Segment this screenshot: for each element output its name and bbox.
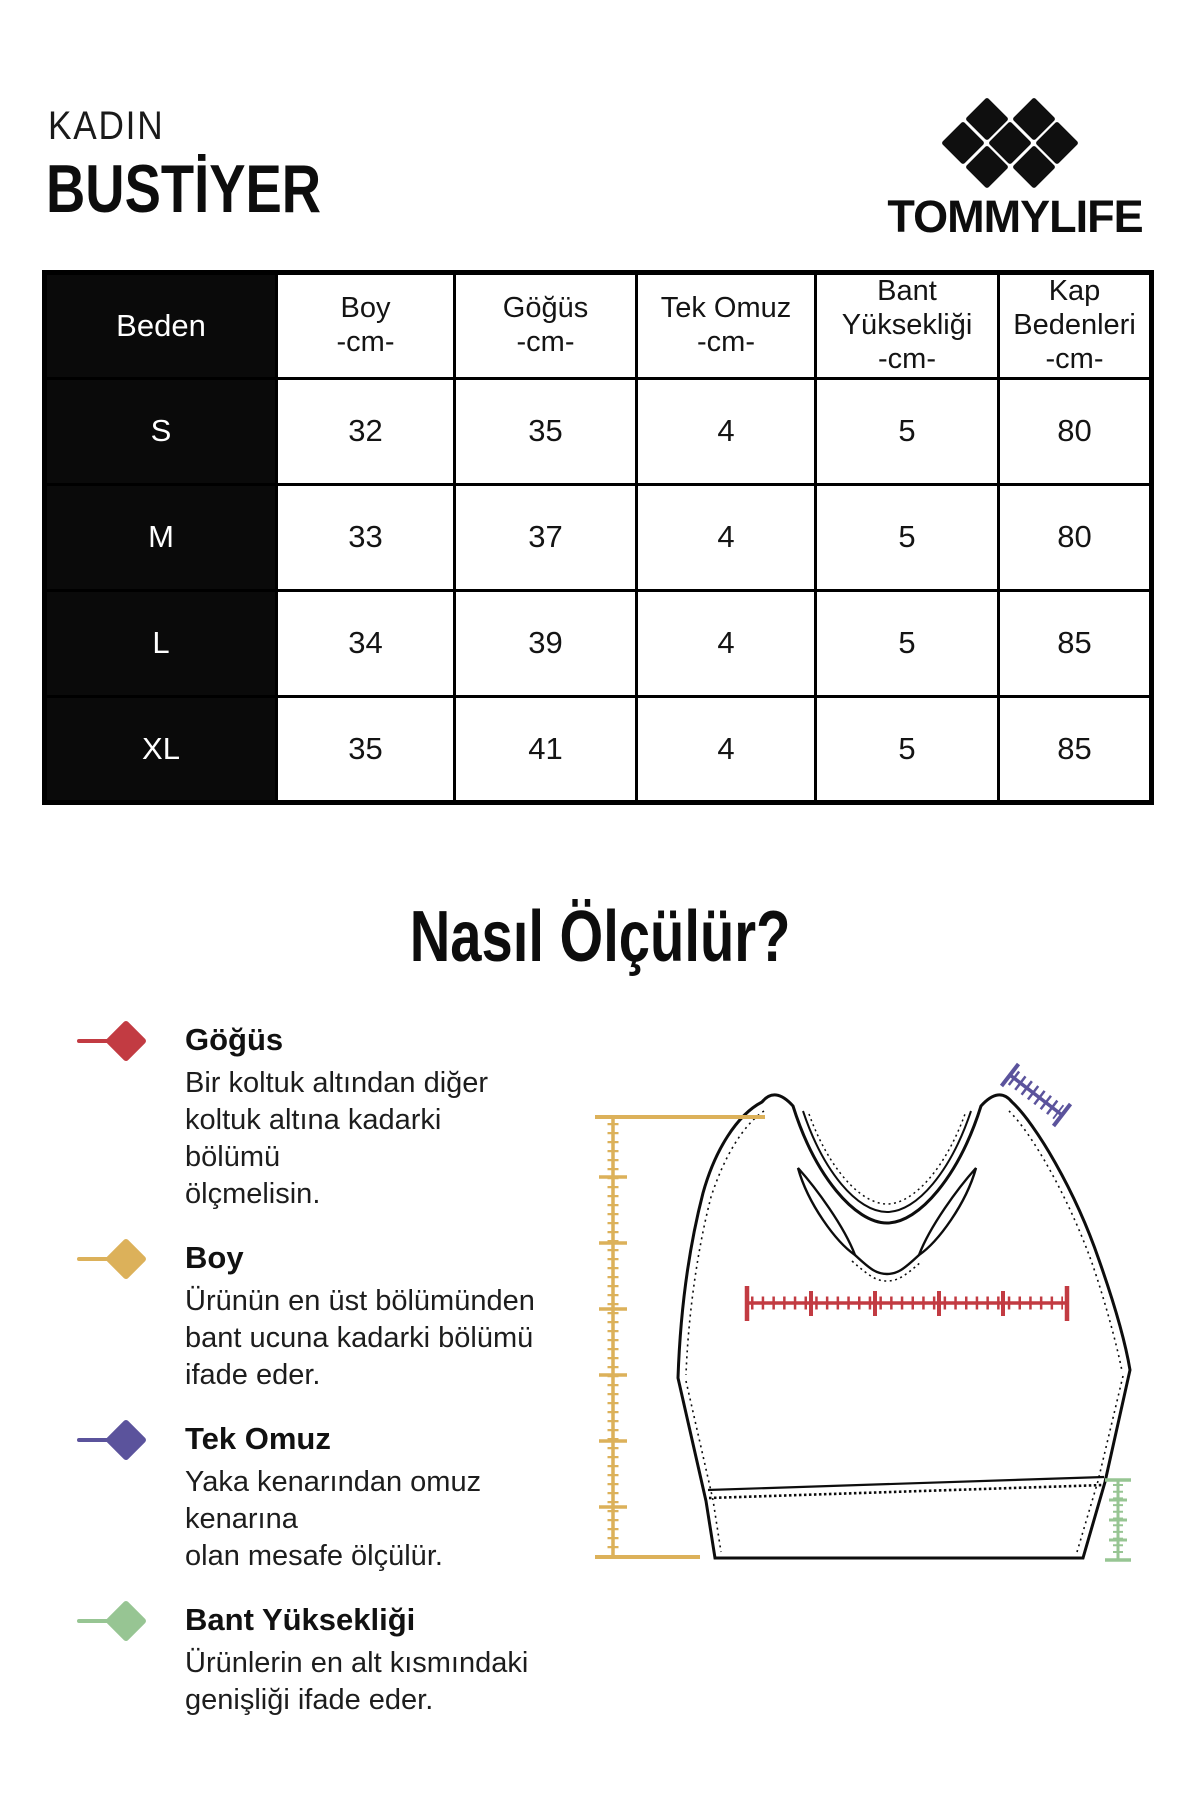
legend-text bbox=[185, 1602, 528, 1719]
legend-text bbox=[185, 1421, 535, 1575]
column-header-gogus bbox=[455, 273, 637, 379]
legend-desc-line: Yaka kenarından omuz kenarına bbox=[185, 1466, 482, 1535]
tek-omuz-diamond-icon bbox=[65, 1421, 185, 1461]
value-cell: 4 bbox=[637, 378, 816, 484]
size-cell: S bbox=[45, 378, 277, 484]
legend-name: Bant Yüksekliği bbox=[185, 1602, 416, 1637]
bustiyer-drawing bbox=[678, 1095, 1130, 1558]
measurement-diagram bbox=[515, 925, 1135, 1585]
diamond-marker-icon bbox=[105, 1238, 147, 1280]
column-label: Bant Yüksekliği bbox=[841, 275, 973, 341]
value-cell: 35 bbox=[455, 378, 637, 484]
column-label: Kap Bedenleri bbox=[1013, 275, 1136, 341]
legend-name: Göğüs bbox=[185, 1022, 284, 1057]
legend-name: Tek Omuz bbox=[185, 1421, 331, 1456]
legend-text bbox=[185, 1240, 535, 1394]
column-header-bant-yuksekligi bbox=[816, 273, 999, 379]
legend-item-gogus bbox=[65, 1022, 535, 1213]
brand-name: TOMMYLIFE bbox=[887, 191, 1143, 242]
size-table bbox=[42, 270, 1154, 805]
legend-name: Boy bbox=[185, 1240, 244, 1275]
bant-yuksekligi-ruler bbox=[1105, 1480, 1131, 1560]
size-column-header: Beden bbox=[45, 273, 277, 379]
column-unit: -cm- bbox=[697, 325, 755, 358]
value-cell: 33 bbox=[277, 484, 455, 590]
category-label: KADIN bbox=[48, 104, 165, 148]
value-cell: 39 bbox=[455, 590, 637, 696]
value-cell: 4 bbox=[637, 590, 816, 696]
column-unit: -cm- bbox=[516, 325, 575, 358]
value-cell: 4 bbox=[637, 696, 816, 802]
legend-desc-line: Bir koltuk altından diğer bbox=[185, 1067, 489, 1099]
legend-desc-line: bant ucuna kadarki bölümü bbox=[185, 1322, 534, 1354]
diamond-marker-icon bbox=[105, 1600, 147, 1642]
value-cell: 32 bbox=[277, 378, 455, 484]
table-row-s bbox=[45, 378, 1152, 484]
legend-desc-line: genişliği ifade eder. bbox=[185, 1684, 434, 1716]
bant-yuksekligi-diamond-icon bbox=[65, 1602, 185, 1642]
column-unit: -cm- bbox=[1045, 342, 1104, 375]
table-row-m bbox=[45, 484, 1152, 590]
table-row-l bbox=[45, 590, 1152, 696]
value-cell: 4 bbox=[637, 484, 816, 590]
legend-item-boy bbox=[65, 1240, 535, 1394]
legend-desc-line: Ürünlerin en alt kısmındaki bbox=[185, 1647, 529, 1679]
legend-desc-line: koltuk altına kadarki bölümü bbox=[185, 1104, 442, 1173]
measure-legend bbox=[65, 1022, 535, 1746]
legend-desc-line: ifade eder. bbox=[185, 1359, 321, 1391]
boy-diamond-icon bbox=[65, 1240, 185, 1280]
value-cell: 80 bbox=[999, 378, 1152, 484]
value-cell: 41 bbox=[455, 696, 637, 802]
column-header-kap-bedenleri bbox=[999, 273, 1152, 379]
product-title: BUSTİYER bbox=[46, 151, 322, 227]
table-row-xl bbox=[45, 696, 1152, 802]
column-unit: -cm- bbox=[336, 325, 395, 358]
column-label: Boy bbox=[340, 291, 391, 324]
brand-logo-diamonds-icon bbox=[940, 97, 1090, 193]
column-label: Tek Omuz bbox=[660, 291, 792, 324]
value-cell: 85 bbox=[999, 696, 1152, 802]
value-cell: 80 bbox=[999, 484, 1152, 590]
size-cell: L bbox=[45, 590, 277, 696]
legend-desc-line: ölçmelisin. bbox=[185, 1178, 321, 1210]
value-cell: 5 bbox=[816, 378, 999, 484]
legend-desc-line: Ürünün en üst bölümünden bbox=[185, 1285, 535, 1317]
column-label: Göğüs bbox=[502, 291, 589, 324]
diamond-marker-icon bbox=[105, 1419, 147, 1461]
how-to-measure-title: Nasıl Ölçülür? bbox=[409, 897, 791, 977]
size-table-header-row bbox=[45, 273, 1152, 379]
column-header-boy bbox=[277, 273, 455, 379]
value-cell: 85 bbox=[999, 590, 1152, 696]
size-cell: XL bbox=[45, 696, 277, 802]
value-cell: 35 bbox=[277, 696, 455, 802]
legend-text bbox=[185, 1022, 535, 1213]
legend-item-bant-yuksekligi bbox=[65, 1602, 535, 1719]
value-cell: 37 bbox=[455, 484, 637, 590]
column-unit: -cm- bbox=[878, 342, 936, 375]
value-cell: 5 bbox=[816, 590, 999, 696]
legend-item-tek-omuz bbox=[65, 1421, 535, 1575]
value-cell: 34 bbox=[277, 590, 455, 696]
size-cell: M bbox=[45, 484, 277, 590]
gogus-diamond-icon bbox=[65, 1022, 185, 1062]
legend-desc-line: olan mesafe ölçülür. bbox=[185, 1540, 443, 1572]
value-cell: 5 bbox=[816, 484, 999, 590]
column-header-tek-omuz bbox=[637, 273, 816, 379]
diamond-marker-icon bbox=[105, 1020, 147, 1062]
value-cell: 5 bbox=[816, 696, 999, 802]
